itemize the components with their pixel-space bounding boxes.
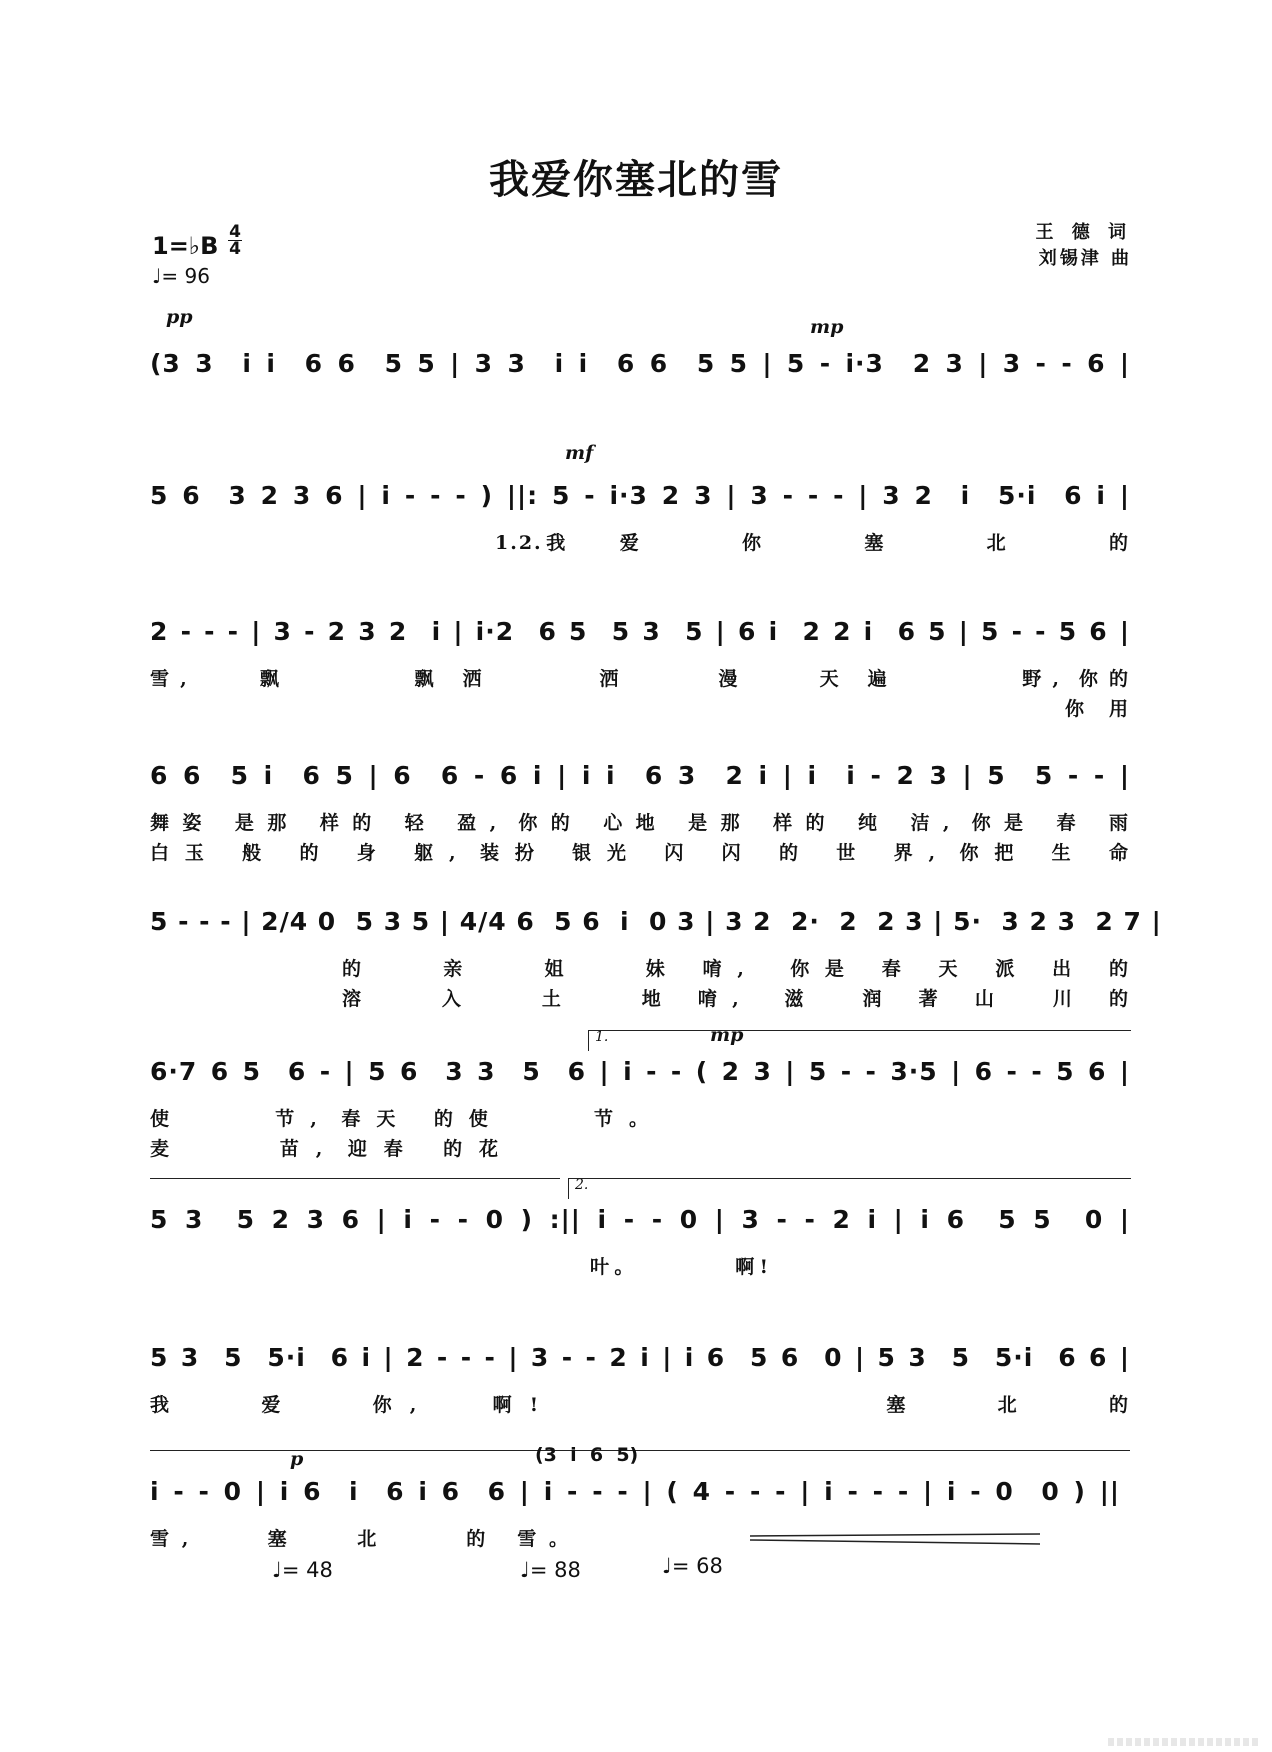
notation-line: 6 6 5 i 6 5 | 6 6 - 6 i | i i 6 3 2 i | i i - 2 3 | 5 5 - - | (150, 761, 1130, 790)
lyrics-verse-1: 叶。 啊! (590, 1256, 770, 1278)
lyrics-verse-2: 你用 (1065, 698, 1130, 720)
volta-label: 2. (575, 1177, 589, 1193)
watermark (1108, 1738, 1258, 1746)
decrescendo-mark (750, 1532, 1050, 1548)
notation-line: (3 3 i i 6 6 5 5 | 3 3 i i 6 6 5 5 | 5 - i·3 2 3 | 3 - - 6 | (150, 349, 1130, 378)
dynamic-marking: mp (810, 316, 844, 338)
ornament-notes: (3 i 6 5) (535, 1444, 639, 1466)
lyrics-verse-1: 舞姿 是那 样的 轻 盈, 你的 心地 是那 样的 纯 洁, 你是 春 雨 (150, 812, 1130, 834)
tempo-change: ♩= 88 (520, 1558, 581, 1582)
notation-line: 5 6 3 2 3 6 | i - - - ) ||: 5 - i·3 2 3 | 3 - - - | 3 2 i 5·i 6 i | (150, 481, 1130, 510)
dynamic-marking: p (290, 1448, 304, 1470)
lyrics-verse-1: 雪, 飘 飘 洒 洒 漫 天 遍 野, 你的 (150, 668, 1130, 690)
volta-bracket-1 (588, 1030, 1131, 1051)
tempo-change: ♩= 68 (662, 1554, 723, 1578)
lyrics-verse-2: 麦 苗, 迎春 的花 (150, 1138, 500, 1160)
tempo-marking: ♩= 96 (152, 264, 210, 288)
lyrics-verse-2: 溶 入 土 地 唷, 滋 润 著 山 川 的 (342, 988, 1130, 1010)
notation-line: 6·7 6 5 6 - | 5 6 3 3 5 6 | i - - ( 2 3 | 5 - - 3·5 | 6 - - 5 6 | (150, 1057, 1130, 1086)
volta-continuation (150, 1178, 560, 1179)
dynamic-marking: mf (565, 442, 594, 464)
notation-line: 5 - - - | 2/4 0 5 3 5 | 4/4 6 5 6 i 0 3 | 3 2 2· 2 2 3 | 5· 3 2 3 2 7 | (150, 907, 1162, 936)
composer-credit: 刘锡津 曲 (1038, 248, 1132, 269)
dynamic-marking: pp (166, 306, 193, 328)
page-title: 我爱你塞北的雪 (489, 157, 783, 203)
volta-bracket-2 (568, 1178, 1131, 1199)
notation-line: i - - 0 | i 6 i 6 i 6 6 | i - - - | ( 4 - - - | i - - - | i - 0 0 ) || (150, 1477, 1120, 1506)
notation-line: 5 3 5 2 3 6 | i - - 0 ) :|| i - - 0 | 3 - - 2 i | i 6 5 5 0 | (150, 1205, 1130, 1234)
time-signature-bottom: 4 (229, 239, 241, 259)
notation-line: 5 3 5 5·i 6 i | 2 - - - | 3 - - 2 i | i 6 5 6 0 | 5 3 5 5·i 6 6 | (150, 1343, 1130, 1372)
lyricist-credit: 王 德 词 (1035, 222, 1132, 243)
volta-label: 1. (595, 1029, 609, 1045)
lyrics-verse-1: 使 节, 春天 的使 节。 (150, 1108, 650, 1130)
lyrics-verse-1: 雪, 塞 北 的 雪。 (150, 1528, 570, 1550)
tempo-change: ♩= 48 (272, 1558, 333, 1582)
key-signature: 1=♭B (152, 232, 219, 260)
time-signature (228, 224, 242, 257)
lyrics-verse-1: 的 亲 姐 妹 唷, 你是 春 天 派 出 的 (342, 958, 1130, 980)
lyrics-verse-2: 白玉 般 的 身 躯, 装扮 银光 闪 闪 的 世 界, 你把 生 命 (150, 842, 1130, 864)
lyrics-verse-1: 我 爱 你, 啊! 塞 北 的 (150, 1394, 1130, 1416)
notation-line: 2 - - - | 3 - 2 3 2 i | i·2 6 5 5 3 5 | 6 i 2 2 i 6 5 | 5 - - 5 6 | (150, 617, 1130, 646)
lyrics-verse-1: 1.2.我 爱 你 塞 北 的 (495, 532, 1130, 554)
time-signature-top: 4 (229, 222, 241, 242)
dynamic-marking: mp (710, 1024, 744, 1046)
